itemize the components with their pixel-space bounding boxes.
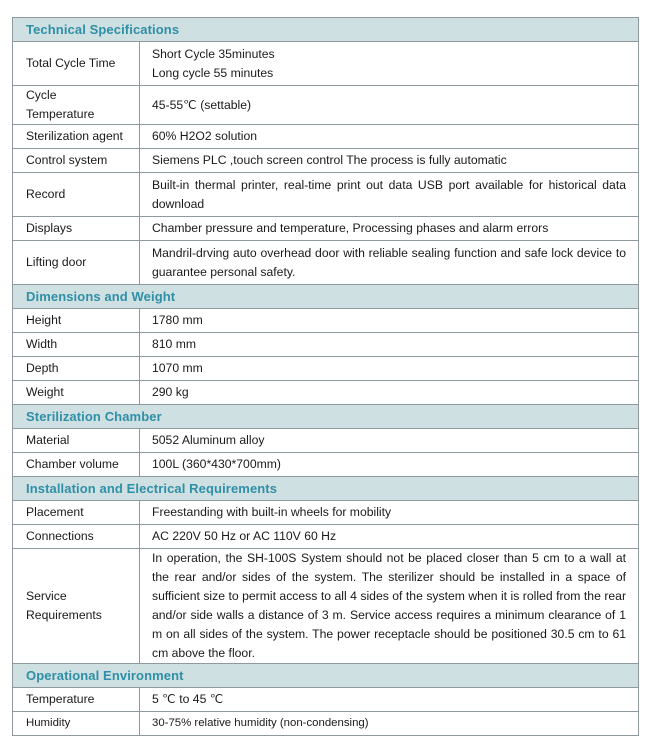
section-title: Operational Environment	[13, 664, 639, 688]
row-label-displays: Displays	[13, 217, 140, 241]
row-value-service-requirements: In operation, the SH-100S System should not be placed closer than 5 cm to a wall at the rear and/or sides of the system. The sterilizer should be installed in a space of sufficient size to permit access to all 4 sides of the system when it is rolled from the rear and/or side walls a distance of 3 m. Service access requires a minimum clearance of 1 m on all sides of the system. The power receptacle should be positioned 30.5 cm to 61 cm above the floor.	[140, 549, 639, 664]
row-label-width: Width	[13, 333, 140, 357]
section-title: Technical Specifications	[13, 18, 639, 42]
table-row	[13, 712, 639, 736]
row-value-control-system: Siemens PLC ,touch screen control The process is fully automatic	[140, 149, 639, 173]
row-value-lifting-door: Mandril-drving auto overhead door with reliable sealing function and safe lock device to guarantee personal safety.	[140, 241, 639, 285]
table-row	[13, 333, 639, 357]
table-row	[13, 149, 639, 173]
table-row	[13, 525, 639, 549]
table-row	[13, 42, 639, 86]
row-value-humidity: 30-75% relative humidity (non-condensing)	[140, 712, 639, 736]
row-value-placement: Freestanding with built-in wheels for mobility	[140, 501, 639, 525]
table-row	[13, 241, 639, 285]
row-label-control-system: Control system	[13, 149, 140, 173]
row-label-placement: Placement	[13, 501, 140, 525]
row-label-lifting-door: Lifting door	[13, 241, 140, 285]
row-value-depth: 1070 mm	[140, 357, 639, 381]
row-label-depth: Depth	[13, 357, 140, 381]
row-label-height: Height	[13, 309, 140, 333]
row-value-weight: 290 kg	[140, 381, 639, 405]
table-row	[13, 357, 639, 381]
value-line: Long cycle 55 minutes	[152, 65, 274, 80]
row-label-total-cycle-time: Total Cycle Time	[13, 42, 140, 86]
table-row	[13, 453, 639, 477]
row-value-width: 810 mm	[140, 333, 639, 357]
table-row	[13, 217, 639, 241]
value-line: Short Cycle 35minutes	[152, 46, 275, 61]
table-row	[13, 501, 639, 525]
row-label-record: Record	[13, 173, 140, 217]
section-header-installation-and-electrical	[13, 477, 639, 501]
row-value-cycle-temperature: 45-55℃ (settable)	[140, 86, 639, 125]
row-label-cycle-temperature: Cycle Temperature	[13, 86, 140, 125]
row-value-temperature: 5 ℃ to 45 ℃	[140, 688, 639, 712]
table-row	[13, 86, 639, 125]
row-label-humidity: Humidity	[13, 712, 140, 736]
row-value-displays: Chamber pressure and temperature, Processing phases and alarm errors	[140, 217, 639, 241]
row-label-temperature: Temperature	[13, 688, 140, 712]
row-label-connections: Connections	[13, 525, 140, 549]
section-header-operational-environment	[13, 664, 639, 688]
row-label-material: Material	[13, 429, 140, 453]
section-title: Installation and Electrical Requirements	[13, 477, 639, 501]
row-value-record: Built-in thermal printer, real-time print out data USB port available for historical data download	[140, 173, 639, 217]
row-label-sterilization-agent: Sterilization agent	[13, 125, 140, 149]
table-row	[13, 309, 639, 333]
section-header-technical-specifications	[13, 18, 639, 42]
table-row	[13, 173, 639, 217]
row-value-height: 1780 mm	[140, 309, 639, 333]
row-value-total-cycle-time	[140, 42, 639, 86]
table-row	[13, 549, 639, 664]
row-value-connections: AC 220V 50 Hz or AC 110V 60 Hz	[140, 525, 639, 549]
spec-sheet	[12, 17, 638, 736]
table-row	[13, 429, 639, 453]
spec-table	[12, 17, 639, 736]
row-value-material: 5052 Aluminum alloy	[140, 429, 639, 453]
table-row	[13, 381, 639, 405]
row-value-sterilization-agent: 60% H2O2 solution	[140, 125, 639, 149]
section-header-sterilization-chamber	[13, 405, 639, 429]
table-row	[13, 125, 639, 149]
row-label-weight: Weight	[13, 381, 140, 405]
table-row	[13, 688, 639, 712]
section-header-dimensions-and-weight	[13, 285, 639, 309]
row-label-chamber-volume: Chamber volume	[13, 453, 140, 477]
row-label-service-requirements: Service Requirements	[13, 549, 140, 664]
row-value-chamber-volume: 100L (360*430*700mm)	[140, 453, 639, 477]
section-title: Sterilization Chamber	[13, 405, 639, 429]
section-title: Dimensions and Weight	[13, 285, 639, 309]
